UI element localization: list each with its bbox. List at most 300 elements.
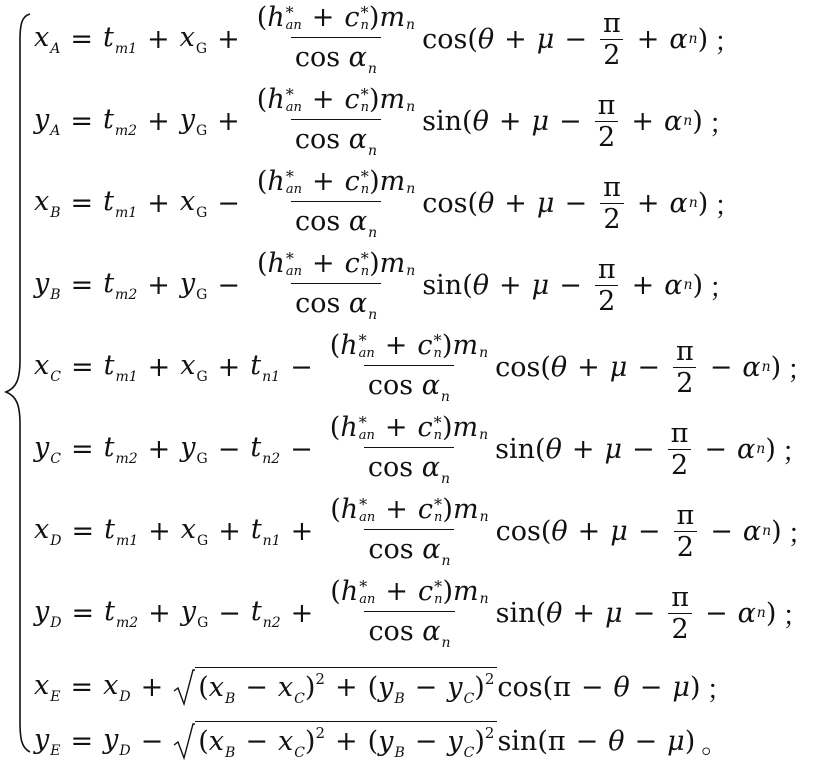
square: 2: [484, 724, 495, 742]
n-sub: n: [683, 277, 693, 293]
pi-over-2: [668, 582, 692, 645]
plus-sign: +: [571, 433, 595, 465]
tn-term-var: t: [250, 513, 262, 545]
trig-fn: sin: [497, 725, 538, 757]
lparen: (: [329, 329, 341, 361]
t-term-sub: m2: [114, 122, 138, 139]
g-term: [180, 350, 207, 385]
yb-term-sub: B: [394, 691, 405, 707]
g-term-var: y: [180, 431, 196, 463]
alpha-var: α: [348, 41, 367, 73]
xb-term-sub: B: [225, 745, 236, 761]
alpha-sign: −: [704, 597, 728, 629]
m-var: m: [379, 83, 406, 115]
two: 2: [671, 613, 689, 645]
lparen: (: [537, 725, 548, 757]
radical-sign-icon: [173, 723, 195, 761]
lparen: (: [540, 351, 551, 383]
c-var: c: [344, 247, 360, 279]
mu-var: μ: [531, 269, 550, 301]
trig-fn: cos: [422, 187, 468, 219]
fraction-denominator: [600, 203, 623, 235]
theta-var: θ: [472, 269, 490, 301]
star: *: [434, 494, 443, 514]
equals-sign: =: [71, 597, 95, 629]
g-term: [180, 104, 207, 139]
equation-line: [34, 664, 734, 710]
equals-sign: =: [71, 515, 95, 547]
lhs-var: x: [34, 185, 50, 217]
n-sub: n: [479, 508, 489, 525]
an-sub: an: [359, 592, 376, 608]
minus-sign: −: [245, 726, 268, 757]
h-star-an: [359, 576, 376, 608]
semicolon: ；: [787, 354, 815, 386]
mu-var: μ: [531, 105, 550, 137]
n-sub: n: [761, 359, 771, 375]
fraction-denominator: [291, 119, 381, 159]
plus-sign: +: [147, 269, 170, 301]
lparen: (: [198, 672, 209, 703]
g-term-var: y: [180, 595, 197, 627]
t-term: [104, 596, 138, 631]
fraction-sign: −: [217, 269, 240, 301]
rparen: ): [689, 671, 701, 703]
fraction-denominator: [364, 365, 454, 405]
plus-sign: +: [499, 269, 522, 301]
t-term-sub: m1: [115, 368, 138, 385]
lhs-sub: E: [50, 742, 61, 759]
fraction-denominator: [364, 611, 454, 651]
alpha-var: α: [348, 205, 368, 237]
star: *: [360, 84, 369, 104]
tn-sign: −: [217, 433, 241, 465]
semicolon: ；: [782, 600, 810, 632]
c-star-n: [360, 248, 370, 280]
alpha-sign: +: [636, 187, 660, 219]
lhs-sub: D: [50, 532, 62, 549]
theta-var: θ: [613, 671, 630, 703]
star: *: [285, 166, 294, 186]
rparen: ): [684, 725, 696, 757]
c-var: c: [417, 411, 433, 443]
semicolon: ；: [781, 436, 809, 468]
minus-sign: −: [637, 515, 661, 547]
an-sub: an: [285, 18, 302, 34]
tn-term: [250, 350, 280, 385]
tn-term-sub: n1: [262, 368, 281, 385]
equation-line: [34, 0, 741, 78]
radicand: [195, 721, 497, 761]
sqrt-sign: −: [140, 725, 164, 757]
n-sub: n: [434, 510, 443, 526]
yb-term-sub: B: [394, 745, 405, 761]
theta-var: θ: [550, 351, 568, 383]
n-sub: n: [368, 224, 378, 241]
h-star-an: [285, 248, 302, 280]
fraction-numerator: [600, 8, 624, 39]
xb-term-var: x: [208, 672, 224, 703]
star: *: [360, 166, 369, 186]
equals-sign: =: [70, 187, 94, 219]
alpha-var: α: [664, 105, 683, 137]
plus-sign: +: [385, 575, 408, 607]
h-star-an: [285, 166, 302, 198]
alpha-sign: +: [631, 269, 655, 301]
cos-text: cos: [368, 615, 414, 647]
t-term: [103, 104, 137, 139]
end-punct: 。: [701, 728, 729, 760]
mu-var: μ: [536, 23, 555, 55]
n-sub: n: [441, 634, 451, 651]
equation-line: [34, 410, 809, 488]
cos-text: cos: [367, 369, 414, 401]
fraction-denominator: [595, 121, 618, 153]
fraction-numerator: [673, 336, 697, 367]
fraction-sign: −: [217, 187, 240, 219]
yb-term: [378, 726, 405, 761]
alpha-var: α: [422, 533, 441, 565]
lhs-var: x: [34, 349, 50, 381]
semicolon: ；: [787, 518, 815, 550]
star: *: [285, 2, 294, 22]
lparen: (: [256, 83, 268, 115]
n-sub: n: [479, 590, 489, 607]
pi-symbol: π: [547, 725, 566, 757]
yc-term: [447, 672, 475, 707]
lhs-sub: A: [50, 40, 61, 57]
mu-var: μ: [605, 597, 623, 629]
cos-text: cos: [295, 287, 341, 319]
equals-sign: =: [70, 105, 94, 137]
rparen: ): [765, 433, 776, 465]
h-var: h: [340, 493, 359, 525]
lhs: [34, 268, 61, 303]
alpha-var: α: [742, 515, 762, 547]
yc-term-sub: C: [463, 745, 475, 761]
mu-var: μ: [604, 433, 623, 465]
fraction-numerator: [595, 90, 619, 121]
t-term-sub: m1: [114, 40, 138, 57]
c-var: c: [417, 329, 433, 361]
hc-fraction: [326, 576, 492, 651]
alpha-var: α: [421, 369, 440, 401]
equation-line: [34, 492, 815, 570]
mu-var: μ: [610, 515, 628, 547]
rparen: ): [304, 726, 316, 757]
radical-sign-icon: [173, 669, 195, 707]
trig-fn: cos: [497, 671, 543, 703]
tn-term: [250, 432, 280, 467]
two: 2: [597, 121, 616, 153]
plus-sign: +: [147, 187, 170, 219]
minus-sign: −: [639, 671, 663, 703]
pi-symbol: π: [603, 171, 621, 203]
tn-term-sub: n2: [262, 614, 281, 631]
lparen: (: [462, 269, 473, 301]
m-var: m: [452, 411, 479, 443]
hc-fraction: [326, 494, 492, 569]
two: 2: [670, 449, 689, 481]
lhs: [34, 596, 62, 631]
equals-sign: =: [70, 433, 94, 465]
equals-sign: =: [70, 725, 94, 757]
t-term-sub: m2: [115, 286, 138, 303]
rparen: ): [369, 247, 380, 279]
alpha-var: α: [737, 597, 756, 629]
hc-fraction: [253, 2, 419, 77]
tn-term: [251, 596, 281, 631]
fraction-numerator: [673, 500, 697, 531]
plus-sign: +: [334, 672, 358, 703]
alpha-sign: −: [710, 515, 733, 547]
square: 2: [315, 670, 325, 688]
left-brace-icon: [0, 0, 34, 761]
minus-sign: −: [632, 597, 656, 629]
xc-term-sub: C: [294, 691, 305, 707]
lparen: (: [540, 515, 552, 547]
xc-term-var: x: [277, 726, 294, 757]
alpha-var: α: [737, 433, 756, 465]
lhs-var: y: [34, 431, 50, 463]
rparen: ): [770, 351, 782, 383]
pi-over-2: [595, 90, 619, 153]
t-term-sub: m2: [115, 614, 139, 631]
plus-sign: +: [311, 83, 335, 115]
pi-symbol: π: [671, 581, 689, 613]
fraction-denominator: [668, 449, 691, 481]
alpha-sign: −: [704, 433, 728, 465]
rparen: ): [441, 329, 453, 361]
n-sub: n: [406, 98, 416, 115]
h-var: h: [340, 575, 359, 607]
lhs-sub: B: [50, 204, 61, 221]
plus-sign: +: [577, 351, 600, 383]
lhs-sub: A: [50, 122, 61, 139]
rparen: ): [765, 597, 777, 629]
semicolon: ；: [709, 272, 737, 304]
radicand: [195, 667, 497, 707]
alpha-var: α: [669, 23, 688, 55]
pi-symbol: π: [675, 335, 694, 367]
tn-term-var: t: [250, 595, 262, 627]
plus-sign: +: [311, 1, 335, 33]
two: 2: [676, 531, 694, 563]
tn-term: [251, 514, 281, 549]
mu-var: μ: [667, 725, 685, 757]
star: *: [358, 412, 367, 432]
fraction-sign: +: [290, 515, 314, 547]
plus-sign: +: [312, 247, 335, 279]
h-var: h: [267, 247, 285, 279]
g-term: [180, 268, 207, 303]
fraction-numerator: [253, 248, 419, 283]
yc-term: [447, 726, 475, 761]
fraction-sign: +: [217, 23, 240, 55]
lhs: [34, 186, 61, 221]
square: 2: [315, 724, 325, 742]
base-term-sub: D: [119, 688, 131, 705]
c-star-n: [360, 166, 370, 198]
t-term-var: t: [102, 21, 114, 53]
g-term: [181, 514, 208, 549]
base-term: [103, 670, 130, 705]
t-term: [103, 186, 137, 221]
an-sub: an: [358, 346, 375, 362]
trig-fn: cos: [495, 515, 541, 547]
lparen: (: [535, 433, 546, 465]
fraction-numerator: [668, 582, 692, 613]
c-var: c: [344, 165, 360, 197]
pi-over-2: [600, 8, 624, 71]
fraction-numerator: [600, 172, 624, 203]
minus-sign: −: [564, 23, 587, 55]
n-sub: n: [406, 16, 416, 33]
pi-symbol: π: [597, 253, 616, 285]
fraction-numerator: [668, 418, 692, 449]
h-var: h: [267, 83, 285, 115]
n-sub: n: [367, 142, 377, 159]
n-sub: n: [440, 470, 451, 487]
lhs-sub: B: [50, 286, 61, 303]
lparen: (: [467, 23, 478, 55]
g-term-var: x: [180, 349, 196, 381]
t-term: [104, 514, 138, 549]
plus-sign: +: [148, 597, 171, 629]
t-term: [103, 268, 137, 303]
minus-sign: −: [559, 105, 582, 137]
t-term: [103, 22, 137, 57]
c-star-n: [433, 330, 442, 362]
rparen: ): [692, 269, 704, 301]
c-star-n: [434, 576, 443, 608]
xc-term-sub: C: [294, 745, 305, 761]
plus-sign: +: [335, 726, 358, 757]
fraction-numerator: [326, 330, 492, 365]
alpha-sign: −: [709, 351, 733, 383]
pi-symbol: π: [670, 417, 689, 449]
h-star-an: [358, 412, 375, 444]
n-sub: n: [479, 426, 489, 443]
lhs-sub: C: [50, 368, 61, 385]
g-term-sub: G: [196, 368, 208, 385]
two: 2: [598, 285, 616, 317]
pi-symbol: π: [602, 7, 621, 39]
fraction-sign: −: [290, 433, 313, 465]
fraction-denominator: [364, 529, 454, 569]
star: *: [359, 494, 368, 514]
plus-sign: +: [147, 433, 171, 465]
trig-fn: sin: [422, 105, 463, 137]
xb-term-sub: B: [224, 691, 236, 707]
g-term: [180, 22, 207, 57]
n-sub: n: [479, 344, 489, 361]
equation-line: [34, 164, 741, 242]
c-star-n: [360, 84, 369, 116]
alpha-var: α: [669, 187, 688, 219]
mu-var: μ: [536, 187, 555, 219]
fraction-denominator: [668, 613, 691, 645]
hc-fraction: [253, 248, 419, 323]
base-term-var: y: [103, 723, 119, 755]
fraction-denominator: [674, 531, 697, 563]
plus-sign: +: [385, 493, 408, 525]
fraction-numerator: [326, 576, 492, 611]
alpha-var: α: [742, 351, 761, 383]
h-var: h: [340, 411, 358, 443]
yc-term-sub: C: [463, 691, 475, 707]
lparen: (: [462, 105, 473, 137]
equation-line: [34, 246, 736, 324]
fraction-sign: −: [290, 351, 313, 383]
g-term-var: y: [179, 103, 195, 135]
t-term: [104, 432, 138, 467]
fraction-numerator: [253, 84, 419, 119]
fraction-sign: +: [290, 597, 314, 629]
n-sub: n: [360, 18, 369, 34]
tn-term-sub: n1: [262, 532, 281, 549]
semicolon: ；: [714, 190, 742, 222]
g-term-sub: G: [197, 532, 209, 549]
t-term-var: t: [103, 349, 115, 381]
equals-sign: =: [70, 351, 94, 383]
c-var: c: [417, 575, 434, 607]
g-term-sub: G: [195, 122, 208, 139]
equation-line: [34, 82, 736, 160]
an-sub: an: [358, 428, 375, 444]
rparen: ): [474, 726, 485, 757]
g-term-sub: G: [196, 286, 208, 303]
n-sub: n: [433, 346, 442, 362]
an-sub: an: [285, 100, 302, 116]
g-term-var: y: [179, 267, 196, 299]
hc-fraction: [253, 84, 419, 159]
plus-sign: +: [384, 329, 408, 361]
lhs-sub: C: [50, 450, 61, 467]
plus-sign: +: [148, 515, 171, 547]
g-term-var: x: [180, 513, 196, 545]
pi-symbol: π: [676, 499, 695, 531]
plus-sign: +: [147, 351, 171, 383]
n-sub: n: [440, 388, 450, 405]
fraction-numerator: [326, 412, 492, 447]
tn-sign: −: [218, 597, 241, 629]
pi-over-2: [600, 172, 624, 235]
star: *: [433, 330, 442, 350]
two: 2: [603, 203, 621, 235]
rparen: ): [697, 187, 709, 219]
an-sub: an: [359, 510, 376, 526]
n-sub: n: [756, 441, 766, 457]
g-term-var: x: [179, 185, 196, 217]
lparen: (: [535, 597, 547, 629]
lhs-sub: E: [50, 688, 61, 705]
an-sub: an: [285, 182, 302, 198]
lhs: [34, 350, 61, 385]
tn-sign: +: [218, 515, 241, 547]
equation-line: [34, 718, 728, 764]
t-term-var: t: [104, 595, 115, 627]
pi-over-2: [595, 254, 619, 317]
lparen: (: [542, 671, 554, 703]
fraction-denominator: [673, 367, 696, 399]
fraction-numerator: [595, 254, 619, 285]
theta-var: θ: [546, 597, 563, 629]
equation-line: [34, 574, 809, 652]
m-var: m: [453, 575, 479, 607]
xb-term: [208, 726, 236, 761]
plus-sign: +: [384, 411, 408, 443]
